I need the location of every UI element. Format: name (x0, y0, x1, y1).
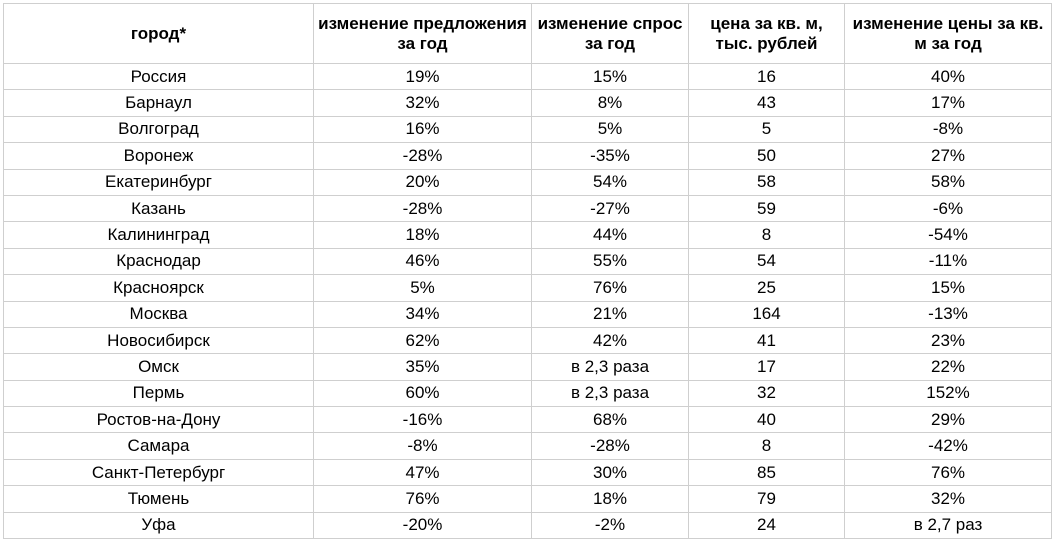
table-row (4, 169, 1052, 195)
price-cell: 40 (689, 407, 845, 433)
supply-change-cell: 34% (314, 301, 532, 327)
price-change-cell: 152% (845, 380, 1052, 406)
price-change-cell: 15% (845, 275, 1052, 301)
table-row (4, 459, 1052, 485)
city-cell: Барнаул (4, 90, 314, 116)
demand-change-cell: 44% (532, 222, 689, 248)
price-change-cell: 23% (845, 327, 1052, 353)
city-cell: Волгоград (4, 116, 314, 142)
supply-change-cell: 5% (314, 275, 532, 301)
table-row (4, 380, 1052, 406)
demand-change-cell: -2% (532, 512, 689, 538)
price-change-cell: 27% (845, 143, 1052, 169)
price-cell: 17 (689, 354, 845, 380)
table-row (4, 90, 1052, 116)
demand-change-cell: -35% (532, 143, 689, 169)
supply-change-cell: -20% (314, 512, 532, 538)
header-cell-price-per-sqm: цена за кв. м, тыс. рублей (689, 4, 845, 64)
supply-change-cell: -28% (314, 195, 532, 221)
table-row (4, 116, 1052, 142)
table-row (4, 143, 1052, 169)
city-cell: Омск (4, 354, 314, 380)
city-cell: Уфа (4, 512, 314, 538)
price-change-cell: 32% (845, 486, 1052, 512)
supply-change-cell: -16% (314, 407, 532, 433)
demand-change-cell: 42% (532, 327, 689, 353)
price-change-cell: 40% (845, 64, 1052, 90)
demand-change-cell: 8% (532, 90, 689, 116)
supply-change-cell: -28% (314, 143, 532, 169)
price-cell: 54 (689, 248, 845, 274)
city-cell: Санкт-Петербург (4, 459, 314, 485)
city-cell: Краснодар (4, 248, 314, 274)
price-cell: 5 (689, 116, 845, 142)
price-change-cell: -11% (845, 248, 1052, 274)
city-cell: Воронеж (4, 143, 314, 169)
city-cell: Калининград (4, 222, 314, 248)
price-cell: 24 (689, 512, 845, 538)
table-row (4, 512, 1052, 538)
supply-change-cell: 46% (314, 248, 532, 274)
header-row (4, 4, 1052, 64)
city-cell: Новосибирск (4, 327, 314, 353)
price-cell: 50 (689, 143, 845, 169)
header-cell-supply-change: изменение предложения за год (314, 4, 532, 64)
supply-change-cell: 16% (314, 116, 532, 142)
price-change-cell: в 2,7 раз (845, 512, 1052, 538)
price-cell: 43 (689, 90, 845, 116)
supply-change-cell: -8% (314, 433, 532, 459)
supply-change-cell: 20% (314, 169, 532, 195)
demand-change-cell: -27% (532, 195, 689, 221)
price-cell: 8 (689, 222, 845, 248)
price-change-cell: 17% (845, 90, 1052, 116)
price-cell: 32 (689, 380, 845, 406)
price-cell: 85 (689, 459, 845, 485)
header-cell-demand-change: изменение спрос за год (532, 4, 689, 64)
price-change-cell: 22% (845, 354, 1052, 380)
demand-change-cell: 55% (532, 248, 689, 274)
demand-change-cell: в 2,3 раза (532, 380, 689, 406)
price-cell: 41 (689, 327, 845, 353)
city-cell: Самара (4, 433, 314, 459)
table-row (4, 433, 1052, 459)
price-cell: 79 (689, 486, 845, 512)
supply-change-cell: 19% (314, 64, 532, 90)
price-cell: 58 (689, 169, 845, 195)
table-row (4, 354, 1052, 380)
supply-change-cell: 32% (314, 90, 532, 116)
table-row (4, 222, 1052, 248)
demand-change-cell: 21% (532, 301, 689, 327)
demand-change-cell: 30% (532, 459, 689, 485)
price-change-cell: -13% (845, 301, 1052, 327)
table-row (4, 195, 1052, 221)
table-body (4, 64, 1052, 539)
supply-change-cell: 35% (314, 354, 532, 380)
supply-change-cell: 60% (314, 380, 532, 406)
demand-change-cell: 76% (532, 275, 689, 301)
price-cell: 8 (689, 433, 845, 459)
table-row (4, 275, 1052, 301)
city-cell: Красноярск (4, 275, 314, 301)
demand-change-cell: 68% (532, 407, 689, 433)
city-cell: Екатеринбург (4, 169, 314, 195)
city-cell: Ростов-на-Дону (4, 407, 314, 433)
city-cell: Москва (4, 301, 314, 327)
table-row (4, 64, 1052, 90)
demand-change-cell: -28% (532, 433, 689, 459)
city-cell: Россия (4, 64, 314, 90)
demand-change-cell: 18% (532, 486, 689, 512)
price-cell: 25 (689, 275, 845, 301)
header-cell-price-change: изменение цены за кв. м за год (845, 4, 1052, 64)
price-change-cell: 76% (845, 459, 1052, 485)
supply-change-cell: 47% (314, 459, 532, 485)
supply-change-cell: 76% (314, 486, 532, 512)
city-cell: Пермь (4, 380, 314, 406)
price-change-cell: -8% (845, 116, 1052, 142)
price-change-cell: -42% (845, 433, 1052, 459)
price-change-cell: 29% (845, 407, 1052, 433)
supply-change-cell: 62% (314, 327, 532, 353)
header-cell-city: город* (4, 4, 314, 64)
price-change-cell: -6% (845, 195, 1052, 221)
table-row (4, 301, 1052, 327)
demand-change-cell: в 2,3 раза (532, 354, 689, 380)
price-cell: 164 (689, 301, 845, 327)
data-table-container (3, 3, 1052, 539)
table-row (4, 327, 1052, 353)
table-row (4, 407, 1052, 433)
city-cell: Казань (4, 195, 314, 221)
demand-change-cell: 5% (532, 116, 689, 142)
demand-change-cell: 15% (532, 64, 689, 90)
demand-change-cell: 54% (532, 169, 689, 195)
price-cell: 16 (689, 64, 845, 90)
price-change-cell: 58% (845, 169, 1052, 195)
table-row (4, 486, 1052, 512)
supply-change-cell: 18% (314, 222, 532, 248)
city-cell: Тюмень (4, 486, 314, 512)
city-housing-table (3, 3, 1052, 539)
price-cell: 59 (689, 195, 845, 221)
price-change-cell: -54% (845, 222, 1052, 248)
table-row (4, 248, 1052, 274)
